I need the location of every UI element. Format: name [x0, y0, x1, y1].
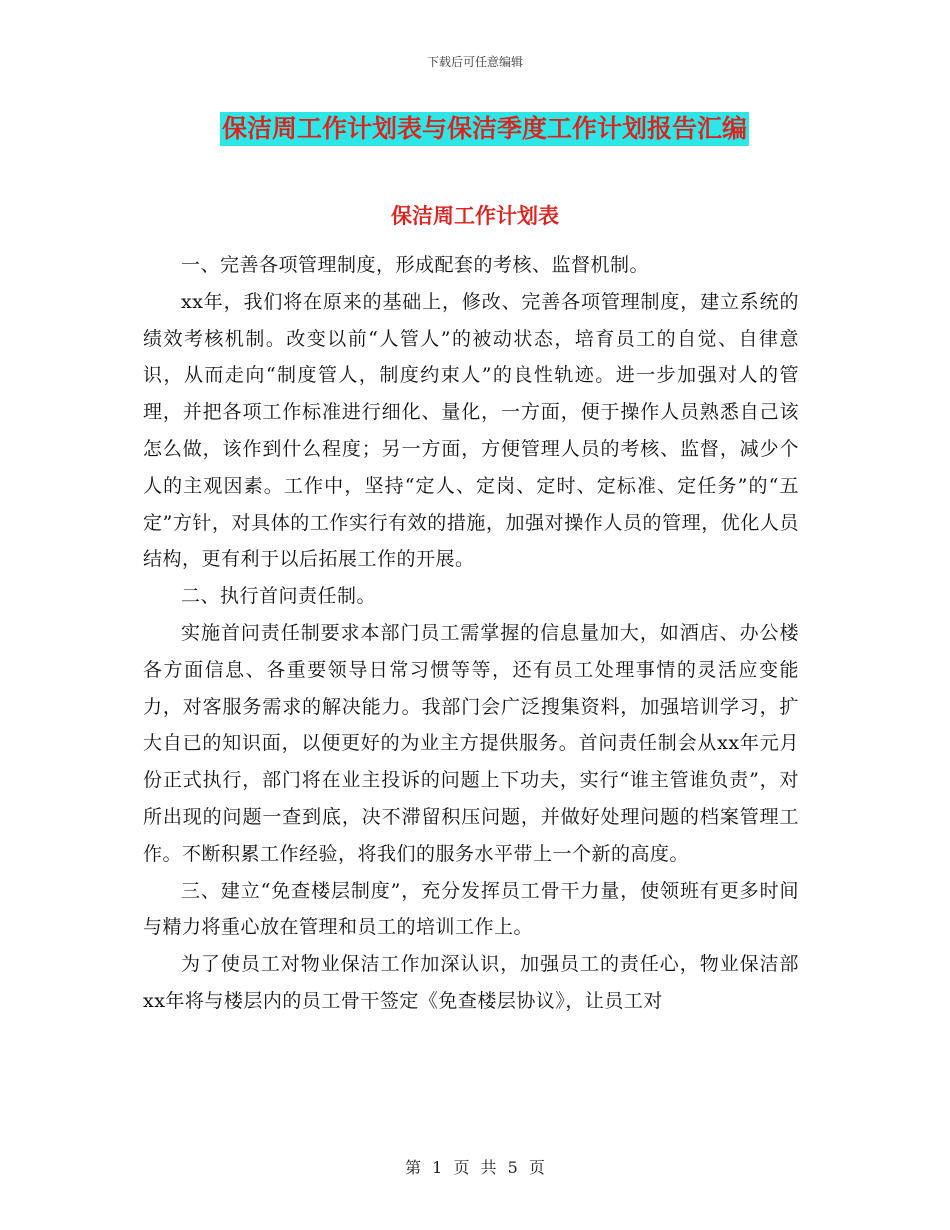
body-paragraph-1: xx年，我们将在原来的基础上，修改、完善各项管理制度，建立系统的绩效考核机制。改变以前“人管人”的被动状态，培育员工的自觉、自律意识，从而走向“制度管人，制度约束人”的良性轨迹。进一步加强对人的管理，并把各项工作标准进行细化、量化，一方面，便于操作人员熟悉自己该怎么做，该作到什么程度；另一方面，方便管理人员的考核、监督，减少个人的主观因素。工作中，坚持“定人、定岗、定时、定标准、定任务”的“五定”方针，对具体的工作实行有效的措施，加强对操作人员的管理，优化人员结构，更有利于以后拓展工作的开展。 [143, 290, 799, 571]
page-footer: 第 1 页 共 5 页 [405, 1158, 545, 1177]
heading-paragraph-3: 三、建立“免查楼层制度”，充分发挥员工骨干力量，使领班有更多时间与精力将重心放在管理和员工的培训工作上。 [143, 879, 799, 939]
document-title: 保洁周工作计划表与保洁季度工作计划报告汇编 [220, 112, 749, 146]
heading-paragraph-1: 一、完善各项管理制度，形成配套的考核、监督机制。 [181, 254, 650, 276]
document-body [143, 247, 799, 1020]
body-paragraph-2: 实施首问责任制要求本部门员工需掌握的信息量加大，如酒店、办公楼各方面信息、各重要领导日常习惯等等，还有员工处理事情的灵活应变能力，对客服务需求的解决能力。我部门会广泛搜集资料，加强培训学习，扩大自已的知识面，以便更好的为业主方提供服务。首问责任制会从xx年元月份正式执行，部门将在业主投诉的问题上下功夫，实行“谁主管谁负责”，对所出现的问题一查到底，决不滞留积压问题，并做好处理问题的档案管理工作。不断积累工作经验，将我们的服务水平带上一个新的高度。 [143, 621, 799, 865]
page-header-note: 下载后可任意编辑 [426, 55, 523, 69]
body-paragraph-3: 为了使员工对物业保洁工作加深认识，加强员工的责任心，物业保洁部xx年将与楼层内的员工骨干签定《免查楼层协议》，让员工对 [143, 953, 799, 1012]
heading-paragraph-2: 二、执行首问责任制。 [181, 585, 377, 608]
section-title: 保洁周工作计划表 [391, 204, 559, 228]
